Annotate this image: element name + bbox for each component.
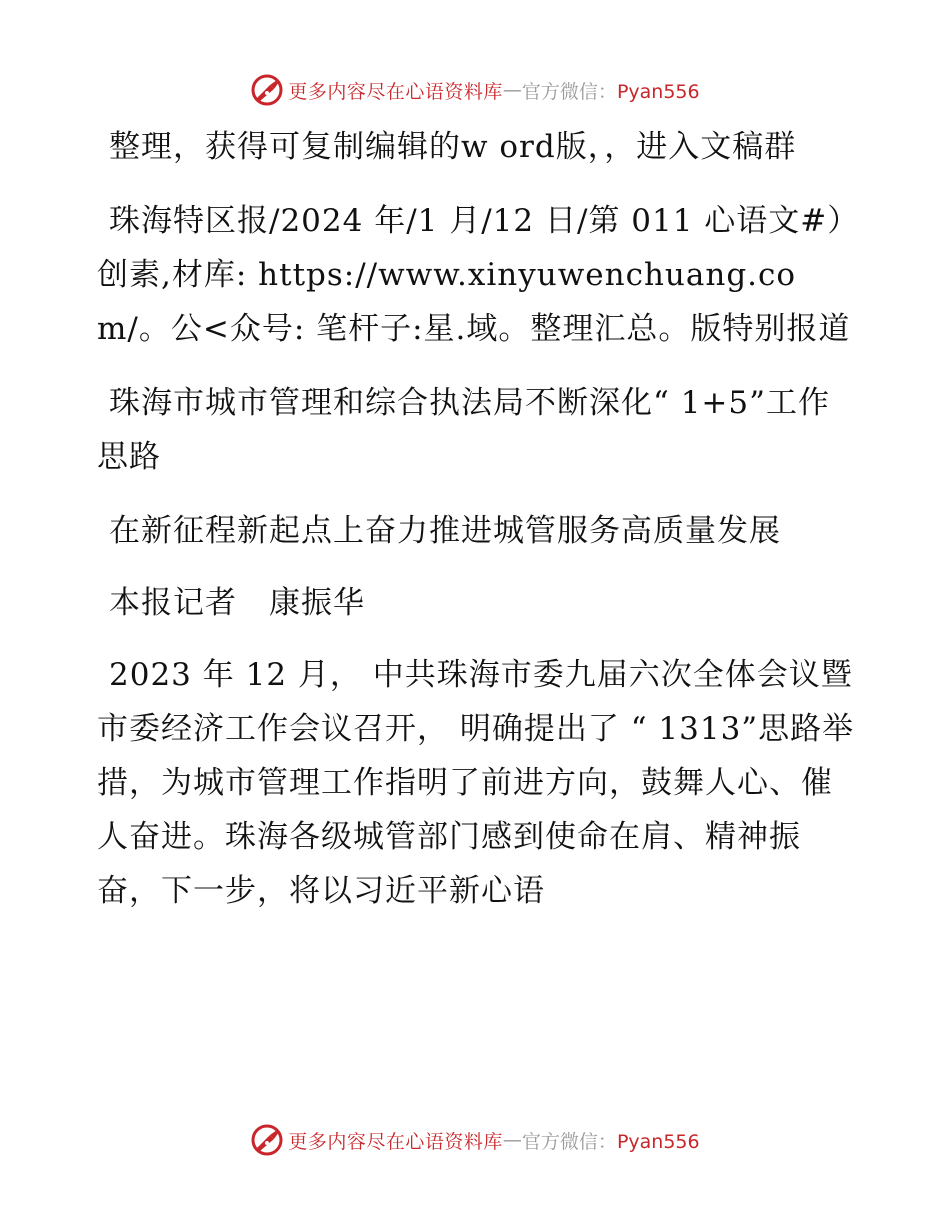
header-banner bbox=[0, 70, 950, 110]
footer-banner bbox=[0, 1120, 950, 1160]
footer-banner-text: 更多内容尽在心语资料库 bbox=[288, 1130, 503, 1153]
header-banner-contact bbox=[522, 77, 700, 104]
intro-paragraph: 整理，获得可复制编辑的w ord版，，进入文稿群 bbox=[109, 129, 797, 165]
footer-banner-dash: — bbox=[502, 1129, 522, 1151]
header-contact-label: 官方微信： bbox=[521, 80, 617, 103]
pen-nib-logo-icon bbox=[250, 1123, 284, 1157]
document-body bbox=[97, 120, 857, 938]
footer-banner-contact bbox=[522, 1127, 700, 1154]
article-paragraph: 2023 年 12 月， 中共珠海市委九届六次全体会议暨市委经济工作会议召开， 明确提出了 “ 1313”思路举措，为城市管理工作指明了前进方向，鼓舞人心、催人奋进。珠海各级城管部门感到使命在肩、精神振奋，下一步，将以习近平新心语 bbox=[97, 657, 855, 909]
header-banner-text: 更多内容尽在心语资料库 bbox=[288, 80, 503, 103]
header-banner-dash: — bbox=[502, 79, 522, 101]
header-contact-id: Pyan556 bbox=[616, 80, 700, 103]
pen-nib-logo-icon bbox=[250, 73, 284, 107]
byline: 本报记者 康振华 bbox=[109, 585, 365, 621]
footer-contact-id: Pyan556 bbox=[616, 1130, 700, 1153]
footer-contact-label: 官方微信： bbox=[521, 1130, 617, 1153]
source-paragraph: 珠海特区报/2024 年/1 月/12 日/第 011 心语文#）创素,材库: https://www.xinyuwenchuang.com/。公<众号: 笔杆子:星.域。整理汇总。版特别报道 bbox=[97, 203, 851, 347]
headline-main: 在新征程新起点上奋力推进城管服务高质量发展 bbox=[109, 513, 781, 549]
headline-kicker: 珠海市城市管理和综合执法局不断深化“ 1+5”工作思路 bbox=[97, 385, 830, 475]
